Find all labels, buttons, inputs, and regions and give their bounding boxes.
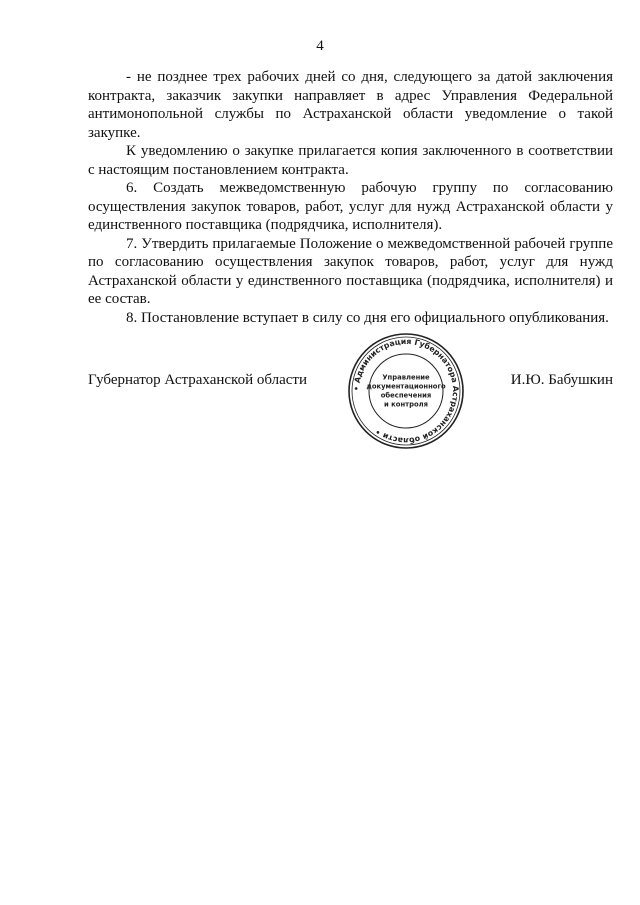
svg-text:Управлениедокументационногообе: [366, 374, 446, 409]
paragraph-item-8: 8. Постановление вступает в силу со дня его официального опубликования.: [126, 309, 609, 326]
paragraph-deadline-notice: - не позднее трех рабочих дней со дня, следующего за датой заключения контракта, заказчик закупки направляет в адрес Управления Федеральной антимонопольной службы по Астраханской области уведомление о такой закупке.: [88, 69, 613, 141]
seal-ring-text: • Администрация Губернатора Астраханской области •: [351, 336, 461, 446]
official-seal: [346, 331, 466, 451]
paragraph-item-6: 6. Создать межведомственную рабочую группу по согласованию осуществления закупок товаров, работ, услуг для нужд Астраханской области у единственного поставщика (подрядчика, исполнителя).: [88, 180, 613, 233]
signatory-title: Губернатор Астраханской области: [88, 372, 308, 388]
seal-center-line: документационного: [366, 382, 446, 391]
seal-center-line: Управление: [382, 373, 430, 382]
paragraph-contract-copy: К уведомлению о закупке прилагается копия заключенного в соответствии с настоящим постановлением контракта.: [88, 143, 613, 178]
paragraph-item-7: 7. Утвердить прилагаемые Положение о межведомственной рабочей группе по согласованию осуществления закупок товаров, работ, услуг для нужд Астраханской области у единственного поставщика (подрядчика, исполнителя) и ее состав.: [88, 235, 613, 307]
seal-center-line: и контроля: [384, 400, 428, 409]
signatory-name: И.Ю. Бабушкин: [510, 372, 613, 388]
document-body: [88, 68, 613, 327]
page-number: 4: [316, 38, 324, 54]
seal-center-line: обеспечения: [380, 391, 432, 400]
